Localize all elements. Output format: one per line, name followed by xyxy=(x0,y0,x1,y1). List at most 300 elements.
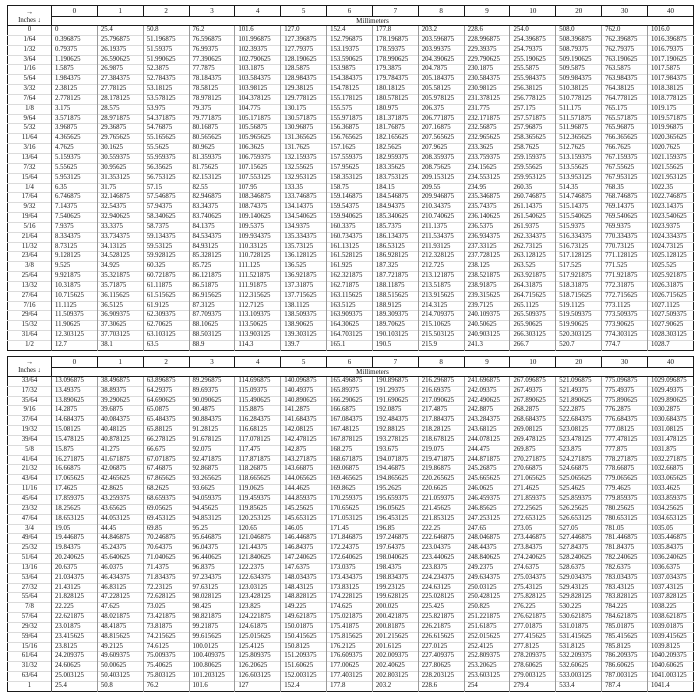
mm-value: 206.375 xyxy=(418,104,464,114)
mm-value: 226.21875 xyxy=(418,622,464,632)
mm-value: 762.396875 xyxy=(602,35,648,45)
mm-value: 1037.828125 xyxy=(647,593,693,603)
mm-value: 510.778125 xyxy=(556,94,602,104)
mm-value: 116.68125 xyxy=(235,426,281,436)
mm-value: 521.890625 xyxy=(556,396,602,406)
mm-value: 776.2875 xyxy=(602,406,648,416)
mm-value: 218.678125 xyxy=(418,435,464,445)
mm-value: 1019.175 xyxy=(647,104,693,114)
mm-value: 197.64375 xyxy=(372,544,418,554)
mm-value: 80.565625 xyxy=(189,134,235,144)
mm-value: 204.390625 xyxy=(418,55,464,65)
mm-value: 78.978125 xyxy=(189,94,235,104)
mm-value: 273.05 xyxy=(510,524,556,534)
table-body-lower xyxy=(8,376,694,691)
mm-value: 103.1875 xyxy=(235,65,281,75)
mm-value: 66.278125 xyxy=(143,435,189,445)
mm-value: 1041.003125 xyxy=(647,672,693,682)
mm-value: 49.609375 xyxy=(97,652,143,662)
mm-value: 8.73125 xyxy=(52,242,98,252)
mm-value: 166.290625 xyxy=(327,396,373,406)
row-label: 17/32 xyxy=(8,386,52,396)
mm-value: 117.871875 xyxy=(235,455,281,465)
mm-value: 12.7 xyxy=(52,341,98,351)
mm-value: 266.7 xyxy=(510,341,556,351)
mm-value: 1031.875 xyxy=(647,445,693,455)
mm-value: 106.3625 xyxy=(235,144,281,154)
mm-value: 229.39375 xyxy=(464,45,510,55)
mm-value: 152.796875 xyxy=(327,35,373,45)
mm-value: 34.528125 xyxy=(97,252,143,262)
mm-value: 82.153125 xyxy=(189,173,235,183)
mm-value: 190.896875 xyxy=(372,376,418,386)
table-row xyxy=(8,65,694,75)
mm-value: 275.828125 xyxy=(510,593,556,603)
mm-value: 778.66875 xyxy=(602,465,648,475)
mm-value: 189.70625 xyxy=(372,321,418,331)
mm-value: 258.7625 xyxy=(510,144,556,154)
row-label: 23/64 xyxy=(8,252,52,262)
column-header-row xyxy=(8,6,694,17)
mm-value: 262.334375 xyxy=(510,232,556,242)
col-header-6: 6 xyxy=(327,356,373,367)
mm-value: 275.43125 xyxy=(510,583,556,593)
mm-value: 193.278125 xyxy=(372,435,418,445)
mm-value: 161.528125 xyxy=(327,252,373,262)
mm-value: 140.096875 xyxy=(281,376,327,386)
mm-value: 169.8625 xyxy=(327,485,373,495)
mm-value: 203.2 xyxy=(418,26,464,36)
mm-value: 121.840625 xyxy=(235,554,281,564)
mm-value: 183.35625 xyxy=(372,163,418,173)
mm-value: 115.8875 xyxy=(235,406,281,416)
mm-value: 25.003125 xyxy=(52,672,98,682)
mm-value: 128.984375 xyxy=(281,75,327,85)
table-row xyxy=(8,406,694,416)
mm-value: 32.940625 xyxy=(97,213,143,223)
mm-value: 1039.8125 xyxy=(647,642,693,652)
col-header-0: 0 xyxy=(52,356,98,367)
mm-value: 70.246875 xyxy=(143,534,189,544)
mm-value: 164.30625 xyxy=(327,321,373,331)
mm-value: 45.24375 xyxy=(97,544,143,554)
mm-value: 530.621875 xyxy=(556,613,602,623)
mm-value: 7.14375 xyxy=(52,203,98,213)
row-label: 25/64 xyxy=(8,272,52,282)
mm-value: 1.984375 xyxy=(52,75,98,85)
mm-value: 93.265625 xyxy=(189,475,235,485)
mm-value: 176.2125 xyxy=(327,642,373,652)
mm-value: 136.525 xyxy=(281,262,327,272)
mm-value: 43.65625 xyxy=(97,504,143,514)
col-header-3: 3 xyxy=(189,356,235,367)
mm-value: 57.94375 xyxy=(143,203,189,213)
mm-value: 524.271875 xyxy=(556,455,602,465)
mm-value: 528.240625 xyxy=(556,554,602,564)
mm-value: 264.31875 xyxy=(510,281,556,291)
row-label: 1/32 xyxy=(8,45,52,55)
mm-value: 235.74375 xyxy=(464,203,510,213)
mm-value: 118.665625 xyxy=(235,475,281,485)
col-header-30: 30 xyxy=(602,6,648,17)
row-label: 21/32 xyxy=(8,465,52,475)
table-row xyxy=(8,475,694,485)
mm-value: 533.4 xyxy=(556,682,602,692)
row-label: 33/64 xyxy=(8,376,52,386)
mm-value: 178.196875 xyxy=(372,35,418,45)
row-label: 35/64 xyxy=(8,396,52,406)
mm-value: 239.315625 xyxy=(464,291,510,301)
mm-value: 244.871875 xyxy=(464,455,510,465)
mm-value: 5.55625 xyxy=(52,163,98,173)
mm-value: 151.60625 xyxy=(281,662,327,672)
mm-value: 20.6375 xyxy=(52,563,98,573)
table-row xyxy=(8,134,694,144)
mm-value: 765.571875 xyxy=(602,114,648,124)
mm-value: 154.384375 xyxy=(327,75,373,85)
mm-value: 144.859375 xyxy=(281,494,327,504)
mm-value: 122.634375 xyxy=(235,573,281,583)
col-header-8: 8 xyxy=(418,6,464,17)
table-row xyxy=(8,445,694,455)
mm-value: 513.953125 xyxy=(556,173,602,183)
mm-value: 511.175 xyxy=(556,104,602,114)
mm-value: 100.80625 xyxy=(189,662,235,672)
mm-value: 3.96875 xyxy=(52,124,98,134)
mm-value: 1040.209375 xyxy=(647,652,693,662)
mm-value: 145.25625 xyxy=(281,504,327,514)
mm-value: 227.80625 xyxy=(418,662,464,672)
mm-value: 270.271875 xyxy=(510,455,556,465)
mm-value: 206.771875 xyxy=(418,114,464,124)
table-row xyxy=(8,114,694,124)
mm-value: 142.875 xyxy=(281,445,327,455)
mm-value: 139.303125 xyxy=(281,331,327,341)
mm-value: 252.015625 xyxy=(464,632,510,642)
mm-value: 515.9375 xyxy=(556,222,602,232)
mm-value: 765.175 xyxy=(602,104,648,114)
mm-value: 221.853125 xyxy=(418,514,464,524)
mm-value: 89.69375 xyxy=(189,386,235,396)
mm-value: 223.8375 xyxy=(418,563,464,573)
mm-value: 1020.365625 xyxy=(647,134,693,144)
mm-value: 59.134375 xyxy=(143,232,189,242)
table-row xyxy=(8,222,694,232)
table-row xyxy=(8,291,694,301)
mm-value: 769.540625 xyxy=(602,213,648,223)
mm-value: 780.25625 xyxy=(602,504,648,514)
mm-value: 98.028125 xyxy=(189,593,235,603)
mm-value: 260.35 xyxy=(510,183,556,193)
mm-value: 225.028125 xyxy=(418,593,464,603)
mm-value: 162.71875 xyxy=(327,281,373,291)
mm-value: 186.53125 xyxy=(372,242,418,252)
mm-value: 207.9625 xyxy=(418,144,464,154)
mm-value: 70.64375 xyxy=(143,544,189,554)
mm-value: 180.578125 xyxy=(372,94,418,104)
row-label: 7/32 xyxy=(8,163,52,173)
col-header-2: 2 xyxy=(143,356,189,367)
mm-value: 159.54375 xyxy=(327,203,373,213)
mm-value: 271.065625 xyxy=(510,475,556,485)
table-row xyxy=(8,311,694,321)
mm-value: 261.540625 xyxy=(510,213,556,223)
row-label: 3/64 xyxy=(8,55,52,65)
mm-value: 1032.66875 xyxy=(647,465,693,475)
table-row xyxy=(8,563,694,573)
mm-value: 132.953125 xyxy=(281,173,327,183)
mm-value: 215.503125 xyxy=(418,331,464,341)
mm-value: 211.534375 xyxy=(418,232,464,242)
col-header-3: 3 xyxy=(189,6,235,17)
mm-value: 174.228125 xyxy=(327,593,373,603)
mm-value: 25.796875 xyxy=(97,35,143,45)
row-label: 1/8 xyxy=(8,104,52,114)
mm-value: 71.040625 xyxy=(143,554,189,564)
mm-value: 1016.79375 xyxy=(647,45,693,55)
mm-value: 165.496875 xyxy=(327,376,373,386)
mm-value: 771.128125 xyxy=(602,252,648,262)
mm-value: 265.90625 xyxy=(510,321,556,331)
table-row xyxy=(8,262,694,272)
mm-value: 131.365625 xyxy=(281,134,327,144)
mm-value: 133.746875 xyxy=(281,193,327,203)
mm-value: 47.228125 xyxy=(97,593,143,603)
mm-value: 78.184375 xyxy=(189,75,235,85)
mm-value: 209.153125 xyxy=(418,173,464,183)
mm-value: 158.353125 xyxy=(327,173,373,183)
mm-value: 1030.2875 xyxy=(647,406,693,416)
mm-value: 14.684375 xyxy=(52,416,98,426)
mm-value: 55.5625 xyxy=(143,144,189,154)
mm-value: 74.215625 xyxy=(143,632,189,642)
table-row xyxy=(8,593,694,603)
mm-value: 194.071875 xyxy=(372,455,418,465)
mm-value: 122.2375 xyxy=(235,563,281,573)
mm-value: 512.365625 xyxy=(556,134,602,144)
mm-value: 259.953125 xyxy=(510,173,556,183)
mm-value: 17.4625 xyxy=(52,485,98,495)
mm-value: 9.921875 xyxy=(52,272,98,282)
mm-value: 269.08125 xyxy=(510,426,556,436)
mm-value: 774.7 xyxy=(602,341,648,351)
mm-value: 123.428125 xyxy=(235,593,281,603)
mm-value: 142.08125 xyxy=(281,426,327,436)
mm-value: 252.809375 xyxy=(464,652,510,662)
row-label: 31/32 xyxy=(8,662,52,672)
mm-value: 49.2125 xyxy=(97,642,143,652)
mm-value: 529.034375 xyxy=(556,573,602,583)
mm-value: 509.190625 xyxy=(556,55,602,65)
row-label: 15/16 xyxy=(8,642,52,652)
mm-value: 202.009375 xyxy=(372,652,418,662)
mm-value: 127.79375 xyxy=(281,45,327,55)
mm-value: 278.60625 xyxy=(510,662,556,672)
mm-value: 784.225 xyxy=(602,603,648,613)
mm-value: 195.659375 xyxy=(372,494,418,504)
mm-value: 1027.90625 xyxy=(647,321,693,331)
mm-value: 207.16875 xyxy=(418,124,464,134)
mm-value: 82.55 xyxy=(189,183,235,193)
mm-value: 199.628125 xyxy=(372,593,418,603)
table-row xyxy=(8,144,694,154)
mm-value: 90.884375 xyxy=(189,416,235,426)
mm-value: 1040.60625 xyxy=(647,662,693,672)
mm-value: 96.04375 xyxy=(189,544,235,554)
table-row xyxy=(8,622,694,632)
mm-value: 24.209375 xyxy=(52,652,98,662)
mm-value: 257.96875 xyxy=(510,124,556,134)
mm-value: 161.925 xyxy=(327,262,373,272)
mm-value: 244.475 xyxy=(464,445,510,455)
mm-value: 187.721875 xyxy=(372,272,418,282)
mm-value: 513.55625 xyxy=(556,163,602,173)
col-header-4: 4 xyxy=(235,356,281,367)
table-row xyxy=(8,35,694,45)
mm-value: 187.325 xyxy=(372,262,418,272)
mm-value: 159.146875 xyxy=(327,193,373,203)
mm-value: 522.2875 xyxy=(556,406,602,416)
mm-value: 762.79375 xyxy=(602,45,648,55)
mm-value: 523.478125 xyxy=(556,435,602,445)
mm-value: 100.0125 xyxy=(189,642,235,652)
mm-value: 231.775 xyxy=(464,104,510,114)
mm-value: 130.175 xyxy=(281,104,327,114)
mm-value: 232.171875 xyxy=(464,114,510,124)
mm-value: 158.75 xyxy=(327,183,373,193)
row-label: 53/64 xyxy=(8,573,52,583)
mm-value: 111.91875 xyxy=(235,281,281,291)
mm-value: 96.440625 xyxy=(189,554,235,564)
mm-value: 156.765625 xyxy=(327,134,373,144)
row-label: 7/8 xyxy=(8,603,52,613)
mm-value: 69.85 xyxy=(143,524,189,534)
mm-value: 1033.065625 xyxy=(647,475,693,485)
table-row xyxy=(8,544,694,554)
mm-value: 18.25625 xyxy=(52,504,98,514)
mm-value: 198.834375 xyxy=(372,573,418,583)
mm-value: 186.134375 xyxy=(372,232,418,242)
mm-value: 78.58125 xyxy=(189,85,235,95)
row-label: 27/32 xyxy=(8,583,52,593)
table-row xyxy=(8,331,694,341)
row-label: 19/64 xyxy=(8,213,52,223)
mm-value: 98.821875 xyxy=(189,613,235,623)
mm-value: 773.90625 xyxy=(602,321,648,331)
mm-value: 1038.621875 xyxy=(647,613,693,623)
mm-value: 1030.684375 xyxy=(647,416,693,426)
mm-value: 213.121875 xyxy=(418,272,464,282)
mm-value: 785.8125 xyxy=(602,642,648,652)
mm-value: 144.065625 xyxy=(281,475,327,485)
mm-value: 22.621875 xyxy=(52,613,98,623)
mm-value: 526.25625 xyxy=(556,504,602,514)
mm-value: 192.484375 xyxy=(372,416,418,426)
mm-value: 1034.25625 xyxy=(647,504,693,514)
mm-value: 198.040625 xyxy=(372,554,418,564)
mm-value: 276.225 xyxy=(510,603,556,613)
mm-value: 105.56875 xyxy=(235,124,281,134)
mm-value: 1035.05 xyxy=(647,524,693,534)
mm-value: 181.371875 xyxy=(372,114,418,124)
mm-value: 50.8 xyxy=(143,26,189,36)
mm-value: 4.365625 xyxy=(52,134,98,144)
mm-value: 148.034375 xyxy=(281,573,327,583)
mm-value: 123.03125 xyxy=(235,583,281,593)
mm-value: 202.803125 xyxy=(372,672,418,682)
mm-value: 1016.0 xyxy=(647,26,693,36)
table-row xyxy=(8,163,694,173)
mm-value: 203.99375 xyxy=(418,45,464,55)
mm-value: 191.690625 xyxy=(372,396,418,406)
table-row xyxy=(8,514,694,524)
mm-value: 129.38125 xyxy=(281,85,327,95)
mm-value: 255.190625 xyxy=(510,55,556,65)
mm-value: 210.740625 xyxy=(418,213,464,223)
mm-value: 1029.49375 xyxy=(647,386,693,396)
mm-value: 76.596875 xyxy=(189,35,235,45)
mm-value: 172.24375 xyxy=(327,544,373,554)
mm-value: 223.440625 xyxy=(418,554,464,564)
mm-value: 157.1625 xyxy=(327,144,373,154)
mm-value: 28.971875 xyxy=(97,114,143,124)
mm-value: 72.23125 xyxy=(143,583,189,593)
mm-value: 18.653125 xyxy=(52,514,98,524)
mm-value: 153.590625 xyxy=(327,55,373,65)
mm-value: 201.215625 xyxy=(372,632,418,642)
column-header-row xyxy=(8,356,694,367)
mm-value: 15.875 xyxy=(52,445,98,455)
mm-value: 1027.509375 xyxy=(647,311,693,321)
mm-value: 238.91875 xyxy=(464,281,510,291)
mm-value: 22.225 xyxy=(52,603,98,613)
mm-value: 245.26875 xyxy=(464,465,510,475)
mm-value: 762.0 xyxy=(602,26,648,36)
mm-value: 168.671875 xyxy=(327,455,373,465)
mm-value: 515.540625 xyxy=(556,213,602,223)
row-label: 5/64 xyxy=(8,75,52,85)
mm-value: 25.4 xyxy=(97,26,143,36)
mm-value: 251.61875 xyxy=(464,622,510,632)
mm-value: 155.971875 xyxy=(327,114,373,124)
mm-value: 87.3125 xyxy=(189,301,235,311)
mm-value: 138.90625 xyxy=(281,321,327,331)
mm-value: 1036.240625 xyxy=(647,554,693,564)
mm-value: 79.771875 xyxy=(189,114,235,124)
col-header-40: 40 xyxy=(647,356,693,367)
mm-value: 266.303125 xyxy=(510,331,556,341)
mm-value: 764.778125 xyxy=(602,94,648,104)
mm-value: 238.521875 xyxy=(464,272,510,282)
row-label: 7/16 xyxy=(8,301,52,311)
mm-value: 19.446875 xyxy=(52,534,98,544)
mm-value: 88.503125 xyxy=(189,331,235,341)
mm-value: 39.6875 xyxy=(97,406,143,416)
mm-value: 521.49375 xyxy=(556,386,602,396)
mm-value: 228.6 xyxy=(464,26,510,36)
col-header-4: 4 xyxy=(235,6,281,17)
mm-value: 787.003125 xyxy=(602,672,648,682)
mm-value: 782.6375 xyxy=(602,563,648,573)
mm-value: 768.746875 xyxy=(602,193,648,203)
mm-value: 182.5625 xyxy=(372,144,418,154)
row-label: 3/4 xyxy=(8,524,52,534)
col-header-1: 1 xyxy=(97,356,143,367)
mm-value: 512.7625 xyxy=(556,144,602,154)
mm-value: 43.259375 xyxy=(97,494,143,504)
mm-value: 509.984375 xyxy=(556,75,602,85)
mm-value: 533.003125 xyxy=(556,672,602,682)
